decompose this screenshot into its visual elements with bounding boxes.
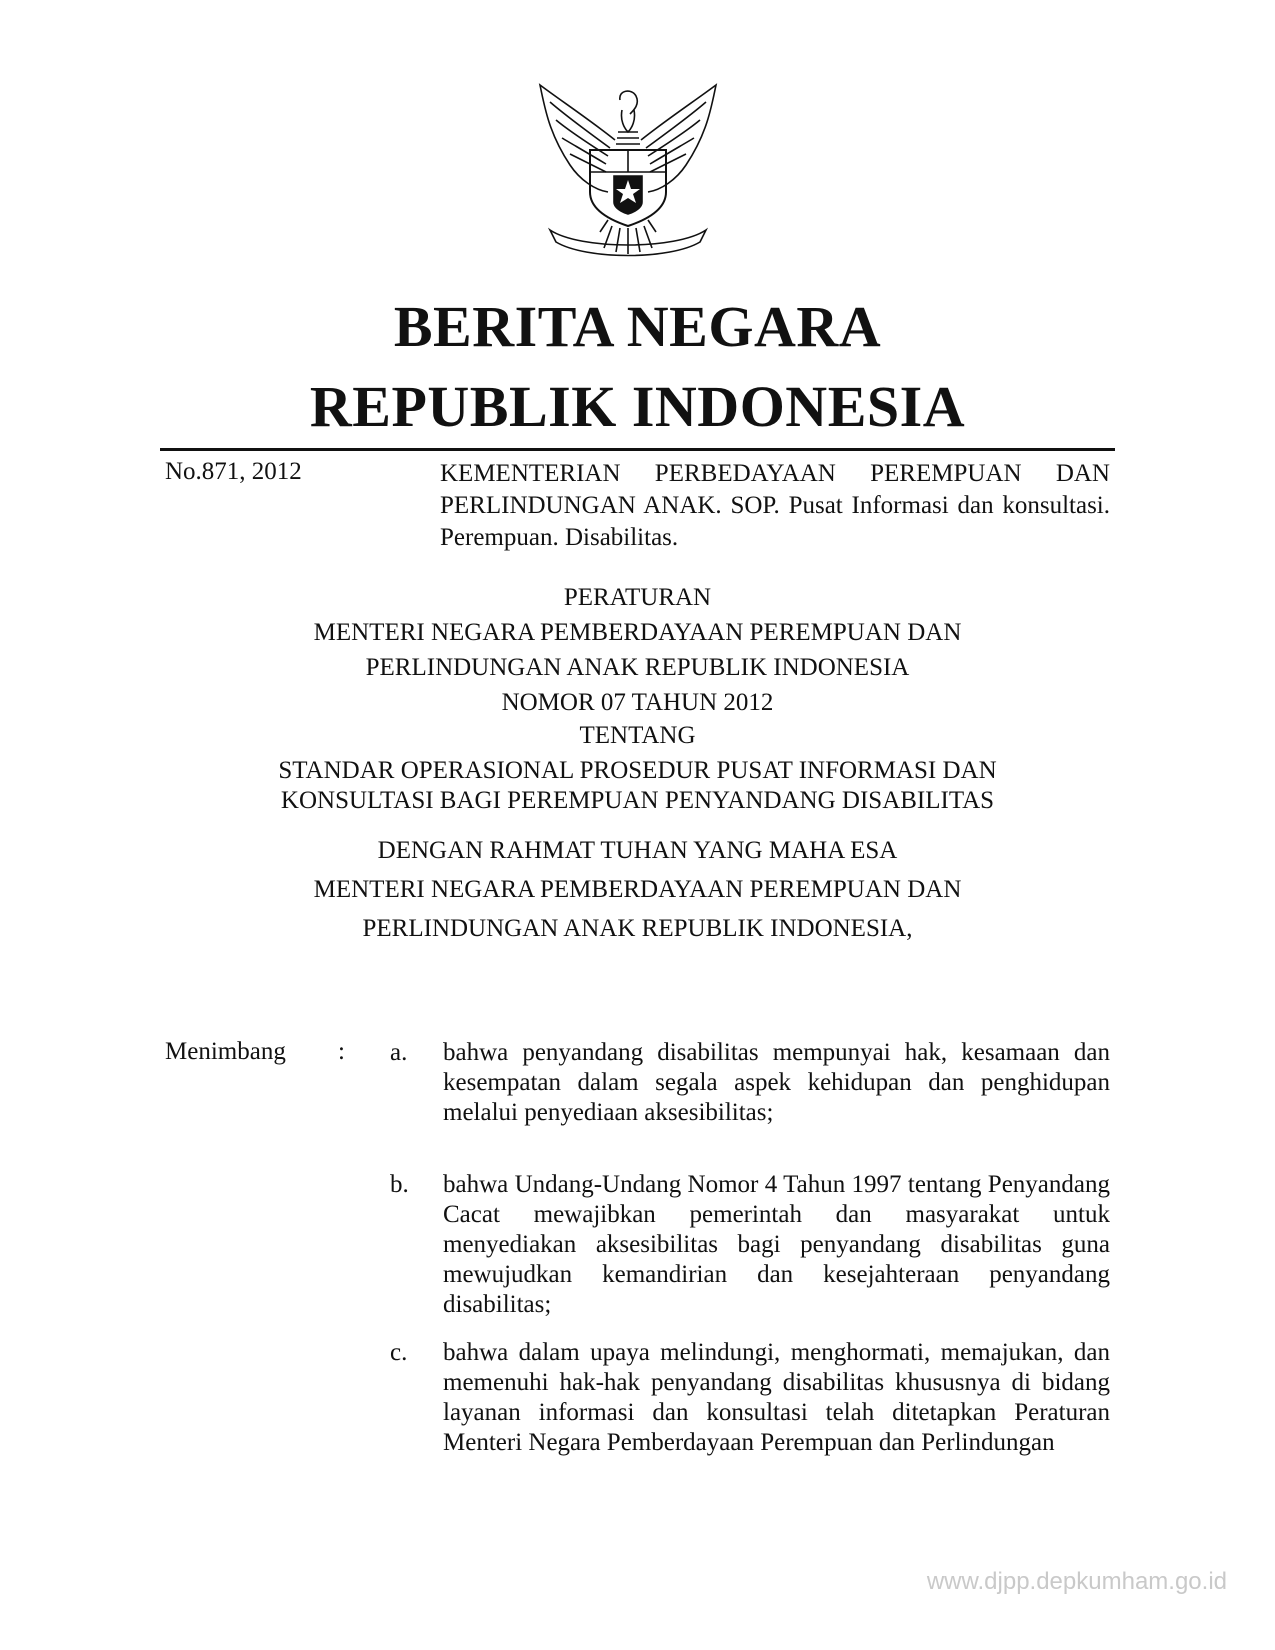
regulation-issuer-line2: PERLINDUNGAN ANAK REPUBLIK INDONESIA [365,654,910,681]
regulation-subject-line1: STANDAR OPERASIONAL PROSEDUR PUSAT INFORMASI DAN [278,757,997,784]
consideration-text: bahwa penyandang disabilitas mempunyai hak, kesamaan dan kesempatan dalam segala aspek kehidupan dan penghidupan melalui penyediaan aksesibilitas; [443,1039,1110,1126]
site-watermark: www.djpp.depkumham.go.id [926,1568,1227,1595]
gazette-description: KEMENTERIAN PERBEDAYAAN PEREMPUAN DAN PERLINDUNGAN ANAK. SOP. Pusat Informasi dan konsultasi. Perempuan. Disabilitas. [440,460,1110,551]
header-divider [160,448,1115,451]
regulation-type: PERATURAN [563,584,712,611]
consideration-item [390,1038,1110,1128]
minister-line2: PERLINDUNGAN ANAK REPUBLIK INDONESIA, [362,915,913,942]
regulation-about: TENTANG [579,722,696,749]
consideration-item [390,1170,1110,1320]
consideration-letter: c. [390,1339,408,1366]
consideration-text: bahwa Undang-Undang Nomor 4 Tahun 1997 tentang Penyandang Cacat mewajibkan pemerintah dan masyarakat untuk menyediakan aksesibilitas bagi penyandang disabilitas guna mewujudkan kemandirian dan kesejahteraan penyandang disabilitas; [443,1171,1110,1318]
regulation-issuer-line1: MENTERI NEGARA PEMBERDAYAAN PEREMPUAN DAN [313,619,962,646]
consideration-text: bahwa dalam upaya melindungi, menghormati, memajukan, dan memenuhi hak-hak penyandang disabilitas khususnya di bidang layanan informasi dan konsultasi telah ditetapkan Peraturan Menteri Negara Pemberdayaan Perempuan dan Perlindungan [443,1339,1110,1456]
preamble: DENGAN RAHMAT TUHAN YANG MAHA ESA [377,837,898,864]
regulation-number: NOMOR 07 TAHUN 2012 [501,689,774,716]
consideration-letter: a. [390,1039,408,1066]
consideration-letter: b. [390,1171,409,1198]
regulation-subject-line2: KONSULTASI BAGI PEREMPUAN PENYANDANG DISABILITAS [280,787,995,814]
minister-line1: MENTERI NEGARA PEMBERDAYAAN PEREMPUAN DAN [313,876,962,903]
gazette-number: No.871, 2012 [165,458,302,485]
considerations-colon: : [338,1038,345,1065]
garuda-pancasila-emblem-icon [520,80,736,270]
masthead-title-line2: REPUBLIK INDONESIA [309,374,966,439]
masthead-title-line1: BERITA NEGARA [393,294,882,359]
considerations-label: Menimbang [165,1038,286,1065]
consideration-item [390,1338,1110,1458]
